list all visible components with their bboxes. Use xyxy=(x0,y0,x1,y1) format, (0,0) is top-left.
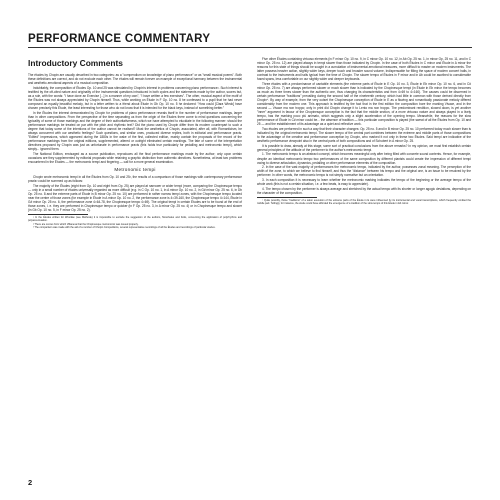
left-column xyxy=(28,57,242,230)
paragraph: In the Études the interest demonstrated by Chopin for problems of piano performance reveals itself in the number of performance markings, larger than in other compositions. From the perspective of the time separating us from the origin of the Études there come to mind questions concerning the typicality of some of those markings and the degree of their authoritativeness, which we have attempted to elucidate in the following manner: should the performance markings be treated on par with the pitch and rhythmic text? Did the piano used by Chopin differ from its modern counterpart to such a degree that today some of the intentions of the author cannot be realised? Must the aesthetics of Chopin, associated, after all, with Romanticism, be always concurrent with our aesthetic feelings? Such questions, and similar ones, produced diverse replies, both in editorial and performance praxis. "Edited" impressions, which appeared during the 1880s in the wake of the first, collected edition, mainly contain the proposals of the record of the performance markings from the original editions, supplemented, altered or outright eliminated certain markings. The fate of some of the interpretation directives proposed by Chopin was just as unfortunate in performance praxis (this holds true particularly for pedalling and metronomic tempi), which simply... ignored them. xyxy=(28,110,242,152)
footnote: ¹ In the Études written for Wrocław (see Méthode) it is impossible to exclude the suggestion of the authors, Moscheles and Fétis, concerning the application of polyrhythms and polyaccentuation. xyxy=(28,215,242,222)
paragraph: 1. The metronomic tempo is an abstract concept, which becomes meaningful only after being filled with concrete sound contents. Hence, for example, despite an identical metronomic tempo two performances of the same composition by different pianists could create the impression of different tempi owing to diverse articulation, dynamics, pedalling or other performance elements of the composition. xyxy=(257,152,471,165)
footnote-rule xyxy=(257,197,317,198)
page-header-title: PERFORMANCE COMMENTARY xyxy=(28,33,211,45)
paragraph: The majority of the Études (eight from Op. 10 and eight from Op. 25) are played at narrower or wider tempi (more, comparing the Chopinesque tempo — only in a small number of études universally regarded as more difficult (e.g. in C Op. 10 no. 1, in A minor Op. 10 no. 2, in G# minor Op. 25 no. 6, in Db Op. 25 no. 8 and the extreme parts of Étude in B minor Op. 25 no. 10) are performed in rather narrow tempi zones, with the Chopinesque tempo located near the centre of those zones (for example in Étude in A minor Op. 10 no. 2, the performance zone is 4=39-160, the Chopinesque tempo 4=144, Étude in G# minor Op. 25 no. 6, the performance zone 4=64-78, the Chopinesque tempo 4=69). The original tempi in certain Études are to be found at the end of those zones, i. e. they are performed in Chopinesque tempo or quicker (in F Op. 25 no. 3, in A minor Op. 25 no. 4) or in Chopinesque tempo and slower (in Gb Op. 10 no. 5, in F minor Op. 25 no. 2). xyxy=(28,183,242,212)
footnote: ² There are scores from which Villaneva that the Chopinesque metronomic was issued properly. xyxy=(33,222,139,226)
paragraph: The études by Chopin are usually described in two categories: as a "compendium on knowledge of piano performance" or as "small musical poems". Both these definitions are correct, and do not exclude each other. The études will remain forever an example of exceptional harmony between the instrumental and aesthetic-emotional aspects of a musical composition. xyxy=(28,73,242,86)
footnote-rule xyxy=(28,214,88,215)
subheading-metronomic-tempi: Metronomic tempi xyxy=(114,166,156,172)
paragraph: Three études with a predominance of cantabile elements (the extreme parts of Étude in E Op. 10 no. 3, Étude in Eb minor Op. 10 no. 6, and in C# minor Op. 25 no. 7) are always performed slower or much slower than is indicated by the Chopinesque tempi (in Étude in Eb minor the tempo becomes as much as three times slower than the authentic one, thus changing its characteristics and from 4=69 to 4=160). The causes could be discerned in certain performance "traditions" prevailing during the second half of the nineteenth century, which had little in common with those derived directly from Chopin⁴. By way of example, from the very outset the Chopinesque conception of Étude in E as a flowing and romantically passionate melody differed considerably from the modern one. This approach is testified by the fact that in the first edition the composition bore the marking Vivace, and in the second — Vivace ma non troppo; only in print did Chopin change it to Lento ma non troppo. The predominant rendition, slowed down, is yet another "inner" argument in favour of the Chopinesque conception is the fact that the middle section, of a more virtuoso nature and always played in a lively tempo, has the marking poco più animato, which suggests only a slight acceleration of the opening tempo. Meanwhile, the reasons for the slow performance of Étude in C# minor could be... the absence of tradition — this particular composition is played (the sweat of all the Études from Op. 10 and 25 — and the establishment of its advantage as a quiet and reflective work. xyxy=(257,81,471,127)
paragraph: 2. In the case of the vast majority of performances the metronomic tempo, indicated by the author, possesses zonal meaning. The perception of the width of the zone, to which we believe to find himself, and thus the "distance" between his tempo and the original one, is an issue to be resolved by the performer. In other words, the metronomic tempo is not simply normative but an orientation. xyxy=(257,165,471,178)
page-number: 2 xyxy=(28,478,33,487)
paragraph: The National Edition, envisaged as a source publication, reproduces all the final performance markings made by the author; only upon certain occasions are they supplemented by editorial proposals while retaining a graphic distinction from authentic directives. Nonetheless, at least two problems encountered in the Études — the metronomic tempi and fingering — call for a more general examination. xyxy=(28,151,242,164)
section-title: Introductory Comments xyxy=(28,58,123,68)
right-column xyxy=(257,57,471,205)
paragraph: Indubitably, the composition of Études Op. 10 and 25 was stimulated by Chopin's interest in problems concerning piano performance¹. Such interest is testified by the oft-cited nature and originality of the instrumental questions introduced in both cycles and the statements made by the author, scores but, as a rule, with the words: "I have done an Exercise [...] in a manner of my own", "I have written a few exercises". The other, musical aspect of the motif of the Études was not always appreciated by Chopin himself. Thus, while working on Étude in F Op. 10 no. 8 he confessed to a pupil that he had never composed an equally beautiful melody, but in a letter written to a friend about Étude in Gb Op. 10 no. 5 he declared: "How could [Clara Wieck] have chosen precisely this Étude, the least interesting for those who do not know that it is intended for the black keys, instead of something better." xyxy=(28,85,242,110)
footnote: ⁴ Quite possibly, those "traditions" of a salon execution of the extreme parts of the Étude in E were influenced by its instrumental and vocal transcriptions, which frequently omitted the middle part. Tellingly, for instance, the étude could have afforded the emergence of a tradition of the slow tempo of this Étude in Eb minor. xyxy=(257,198,471,205)
paragraph: Two études are performed in such a way that their character changes: Op. 25 no. 5 and in B minor Op. 25 no. 10 performed today much slower than is indicated by the original metronomic tempi. The slower tempo of the central part combines between the extreme and middle parts of those compositions to the advantage of the creative and performance conception by Chopin, who marked it not only in these two Études. Said tempi are indicative of the aesthetic performance viewpoint also in the central parts of both compositions and of Schubert in A minor Op. 25. xyxy=(257,126,471,144)
footnote: ³ The comparison was made with the aid of a number of Chopin Competitions, several representative recordings of all the Études and recordings of particular études. xyxy=(33,226,216,230)
header-rule xyxy=(28,47,472,48)
paragraph: It is possible to draw, already at this stage, some sort of practical conclusions from the above remarks? In my opinion, we must first establish certain general principles of the attitude of the performer to the author's metronomic tempi. xyxy=(257,143,471,152)
paragraph: Five other Études containing virtuoso elements (in F minor Op. 10 no. 9, in C minor Op. 10 no. 12, in Ab Op. 25 no. 1, in minor Op. 25 no. 11, and in C minor Op. 25 no. 12) are played always in tempi slower than those indicated by Chopin. In the case of both Études in C minor and Étude in A minor the reasons for this state of things should be sought in a cumulation of instrumental-emotional measures, more difficult to master on modern instruments. The latter possess heavier action, slightly wider keys, deeper touch and broader sound volume. Indispensable for filling the space of modern concert halls, in contrast to the instruments and halls typical from the time of Chopin. The slower tempo of Études in F minor and in Ab could be ascribed to considerable fused spans, less comfortable on our slightly wider and deeper keyboards. xyxy=(257,57,471,82)
paragraph: Chopin wrote metronomic tempi in all the Études from Op. 10 and 25², the results of a comparison of those markings with contemporary performance praxis³ could be summed up as follows: xyxy=(28,174,242,183)
paragraph: 4. The tempo chosen by the performer is always average and stretched by the actual tempo with its shorter or longer agogic deviations, depending on the character of the composition. xyxy=(257,186,471,195)
paragraph: 3. In each composition it is necessary to learn whether the metronomic marking indicates the tempo of the beginning or the average tempo of the whole work (this is not a certain situation, i.e. a few beats, is easy to appreciate). xyxy=(257,177,471,186)
